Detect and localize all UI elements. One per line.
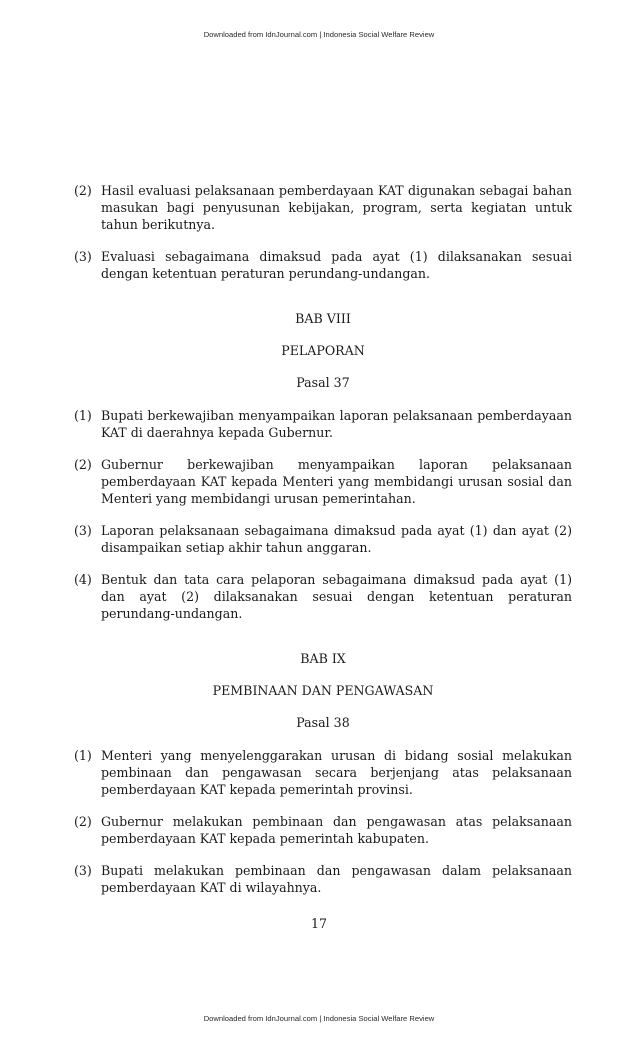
chapter-heading: BAB VIII <box>295 311 351 326</box>
list-item <box>74 407 572 441</box>
item-text: Bupati berkewajiban menyampaikan laporan pelaksanaan pemberdayaan KAT di daerahnya kepada Gubernur. <box>101 408 572 440</box>
item-text: Menteri yang menyelenggarakan urusan di bidang sosial melakukan pembinaan dan pengawasan secara berjenjang atas pelaksanaan pemberdayaan KAT kepada pemerintah provinsi. <box>101 748 572 797</box>
item-number: (3) <box>74 863 92 878</box>
chapter-heading: BAB IX <box>300 651 346 666</box>
item-number: (2) <box>74 457 92 472</box>
item-number: (1) <box>74 408 92 423</box>
item-text: Hasil evaluasi pelaksanaan pemberdayaan KAT digunakan sebagai bahan masukan bagi penyusunan kebijakan, program, serta kegiatan untuk tahun berikutnya. <box>101 183 572 232</box>
list-item <box>74 747 572 798</box>
item-text: Bupati melakukan pembinaan dan pengawasan dalam pelaksanaan pemberdayaan KAT di wilayahnya. <box>101 863 572 895</box>
item-text: Bentuk dan tata cara pelaporan sebagaimana dimaksud pada ayat (1) dan ayat (2) dilaksanakan sesuai dengan ketentuan peraturan perundang-undangan. <box>101 572 572 621</box>
list-item <box>74 813 572 847</box>
item-number: (3) <box>74 249 92 264</box>
item-text: Laporan pelaksanaan sebagaimana dimaksud pada ayat (1) dan ayat (2) disampaikan setiap akhir tahun anggaran. <box>101 523 572 555</box>
page-number: 17 <box>310 916 328 931</box>
article-heading: Pasal 37 <box>296 375 350 390</box>
chapter-title: PELAPORAN <box>281 343 365 358</box>
item-text: Gubernur berkewajiban menyampaikan laporan pelaksanaan pemberdayaan KAT kepada Menteri yang membidangi urusan sosial dan Menteri yang membidangi urusan pemerintahan. <box>101 457 572 506</box>
download-watermark-bottom: Downloaded from IdnJournal.com | Indonesia Social Welfare Review <box>203 1014 435 1023</box>
list-item <box>74 522 572 556</box>
item-number: (4) <box>74 572 92 587</box>
item-number: (3) <box>74 523 92 538</box>
article-heading: Pasal 38 <box>296 715 350 730</box>
item-number: (2) <box>74 814 92 829</box>
chapter-title: PEMBINAAN DAN PENGAWASAN <box>212 683 434 698</box>
download-watermark-top: Downloaded from IdnJournal.com | Indonesia Social Welfare Review <box>203 30 435 39</box>
item-text: Gubernur melakukan pembinaan dan pengawasan atas pelaksanaan pemberdayaan KAT kepada pemerintah kabupaten. <box>101 814 572 846</box>
list-item <box>74 456 572 507</box>
document-body <box>74 182 572 896</box>
list-item <box>74 248 572 282</box>
list-item <box>74 571 572 622</box>
list-item <box>74 862 572 896</box>
item-number: (1) <box>74 748 92 763</box>
item-text: Evaluasi sebagaimana dimaksud pada ayat (1) dilaksanakan sesuai dengan ketentuan peraturan perundang-undangan. <box>101 249 572 281</box>
list-item <box>74 182 572 233</box>
item-number: (2) <box>74 183 92 198</box>
